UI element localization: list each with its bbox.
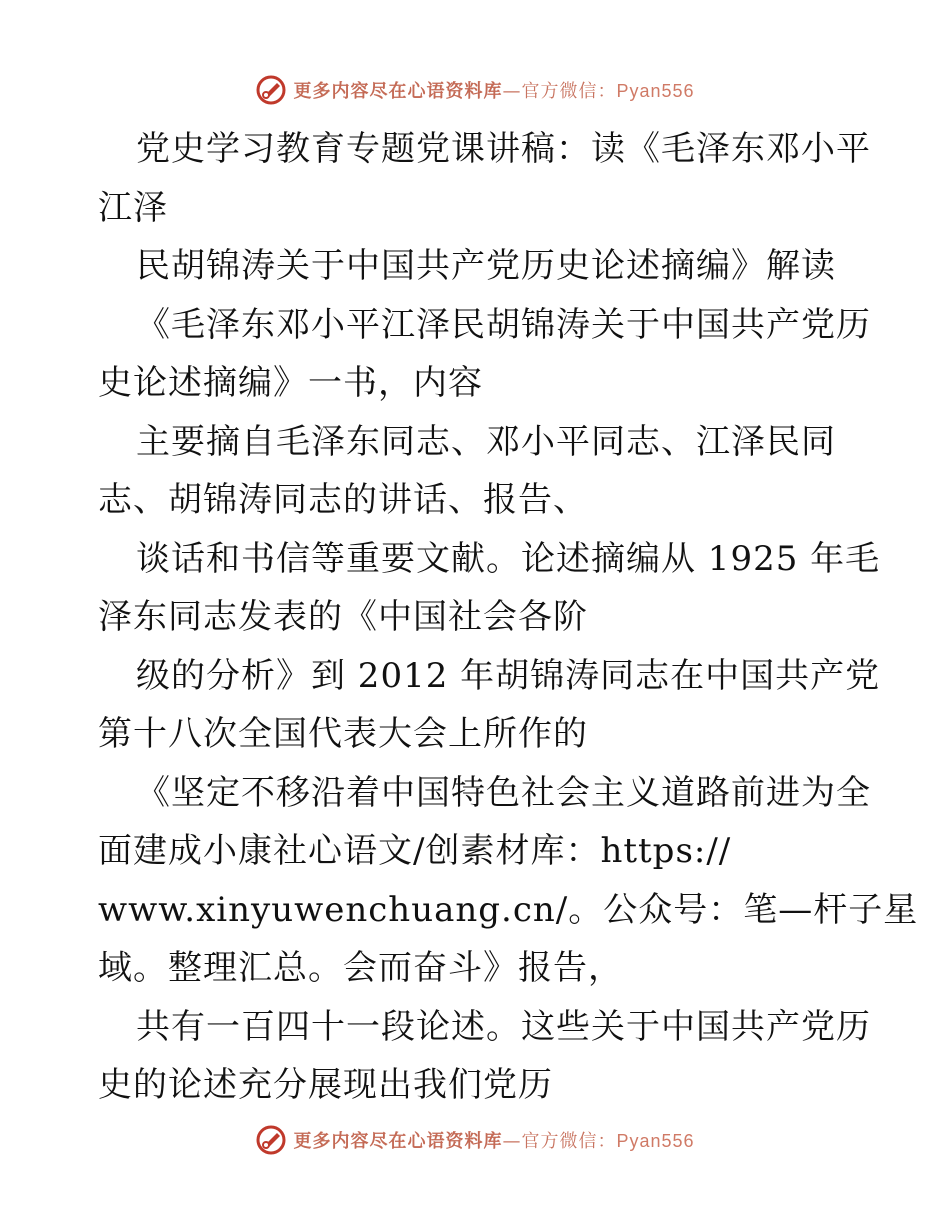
- body-line: 主要摘自毛泽东同志、邓小平同志、江泽民同: [136, 421, 836, 462]
- body-line: 域。整理汇总。会而奋斗》报告，: [98, 948, 623, 988]
- banner-wechat-label: 官方微信：: [521, 81, 617, 102]
- header-watermark-banner: [0, 70, 950, 110]
- body-line: 志、胡锦涛同志的讲话、报告、: [98, 480, 588, 520]
- banner-brand: 更多内容尽在心语资料库: [293, 81, 503, 102]
- body-line: 谈话和书信等重要文献。论述摘编从 1925 年毛: [136, 538, 881, 579]
- body-line: 《毛泽东邓小平江泽民胡锦涛关于中国共产党历: [136, 304, 871, 345]
- body-line: 江泽: [98, 187, 168, 228]
- banner-wechat-label: 官方微信：: [521, 1131, 617, 1152]
- brand-logo-icon: [255, 1124, 287, 1156]
- body-line: 党史学习教育专题党课讲稿：读《毛泽东邓小平: [136, 129, 871, 169]
- banner-dash: —: [502, 1131, 522, 1152]
- body-line: 共有一百四十一段论述。这些关于中国共产党历: [136, 1006, 871, 1047]
- body-line: 泽东同志发表的《中国社会各阶: [98, 597, 588, 637]
- body-line: 史论述摘编》一书，内容: [98, 363, 483, 403]
- body-line: 级的分析》到 2012 年胡锦涛同志在中国共产党: [136, 655, 881, 696]
- brand-logo-icon: [255, 74, 287, 106]
- banner-text: [293, 77, 694, 103]
- body-line: 民胡锦涛关于中国共产党历史论述摘编》解读: [136, 246, 836, 286]
- footer-watermark-banner: [0, 1120, 950, 1160]
- body-line: www.xinyuwenchuang.cn/。公众号：笔—杆子星: [98, 889, 919, 930]
- body-line: 面建成小康社心语文/创素材库：https://: [98, 831, 732, 871]
- banner-dash: —: [502, 81, 522, 102]
- body-line: 第十八次全国代表大会上所作的: [98, 714, 588, 754]
- banner-wechat-id: Pyan556: [616, 81, 695, 101]
- document-body: [98, 120, 919, 1115]
- banner-wechat-id: Pyan556: [616, 1131, 695, 1151]
- body-line: 史的论述充分展现出我们党历: [98, 1065, 553, 1105]
- body-line: 《坚定不移沿着中国特色社会主义道路前进为全: [136, 772, 871, 813]
- banner-brand: 更多内容尽在心语资料库: [293, 1131, 503, 1152]
- banner-text: [293, 1127, 694, 1153]
